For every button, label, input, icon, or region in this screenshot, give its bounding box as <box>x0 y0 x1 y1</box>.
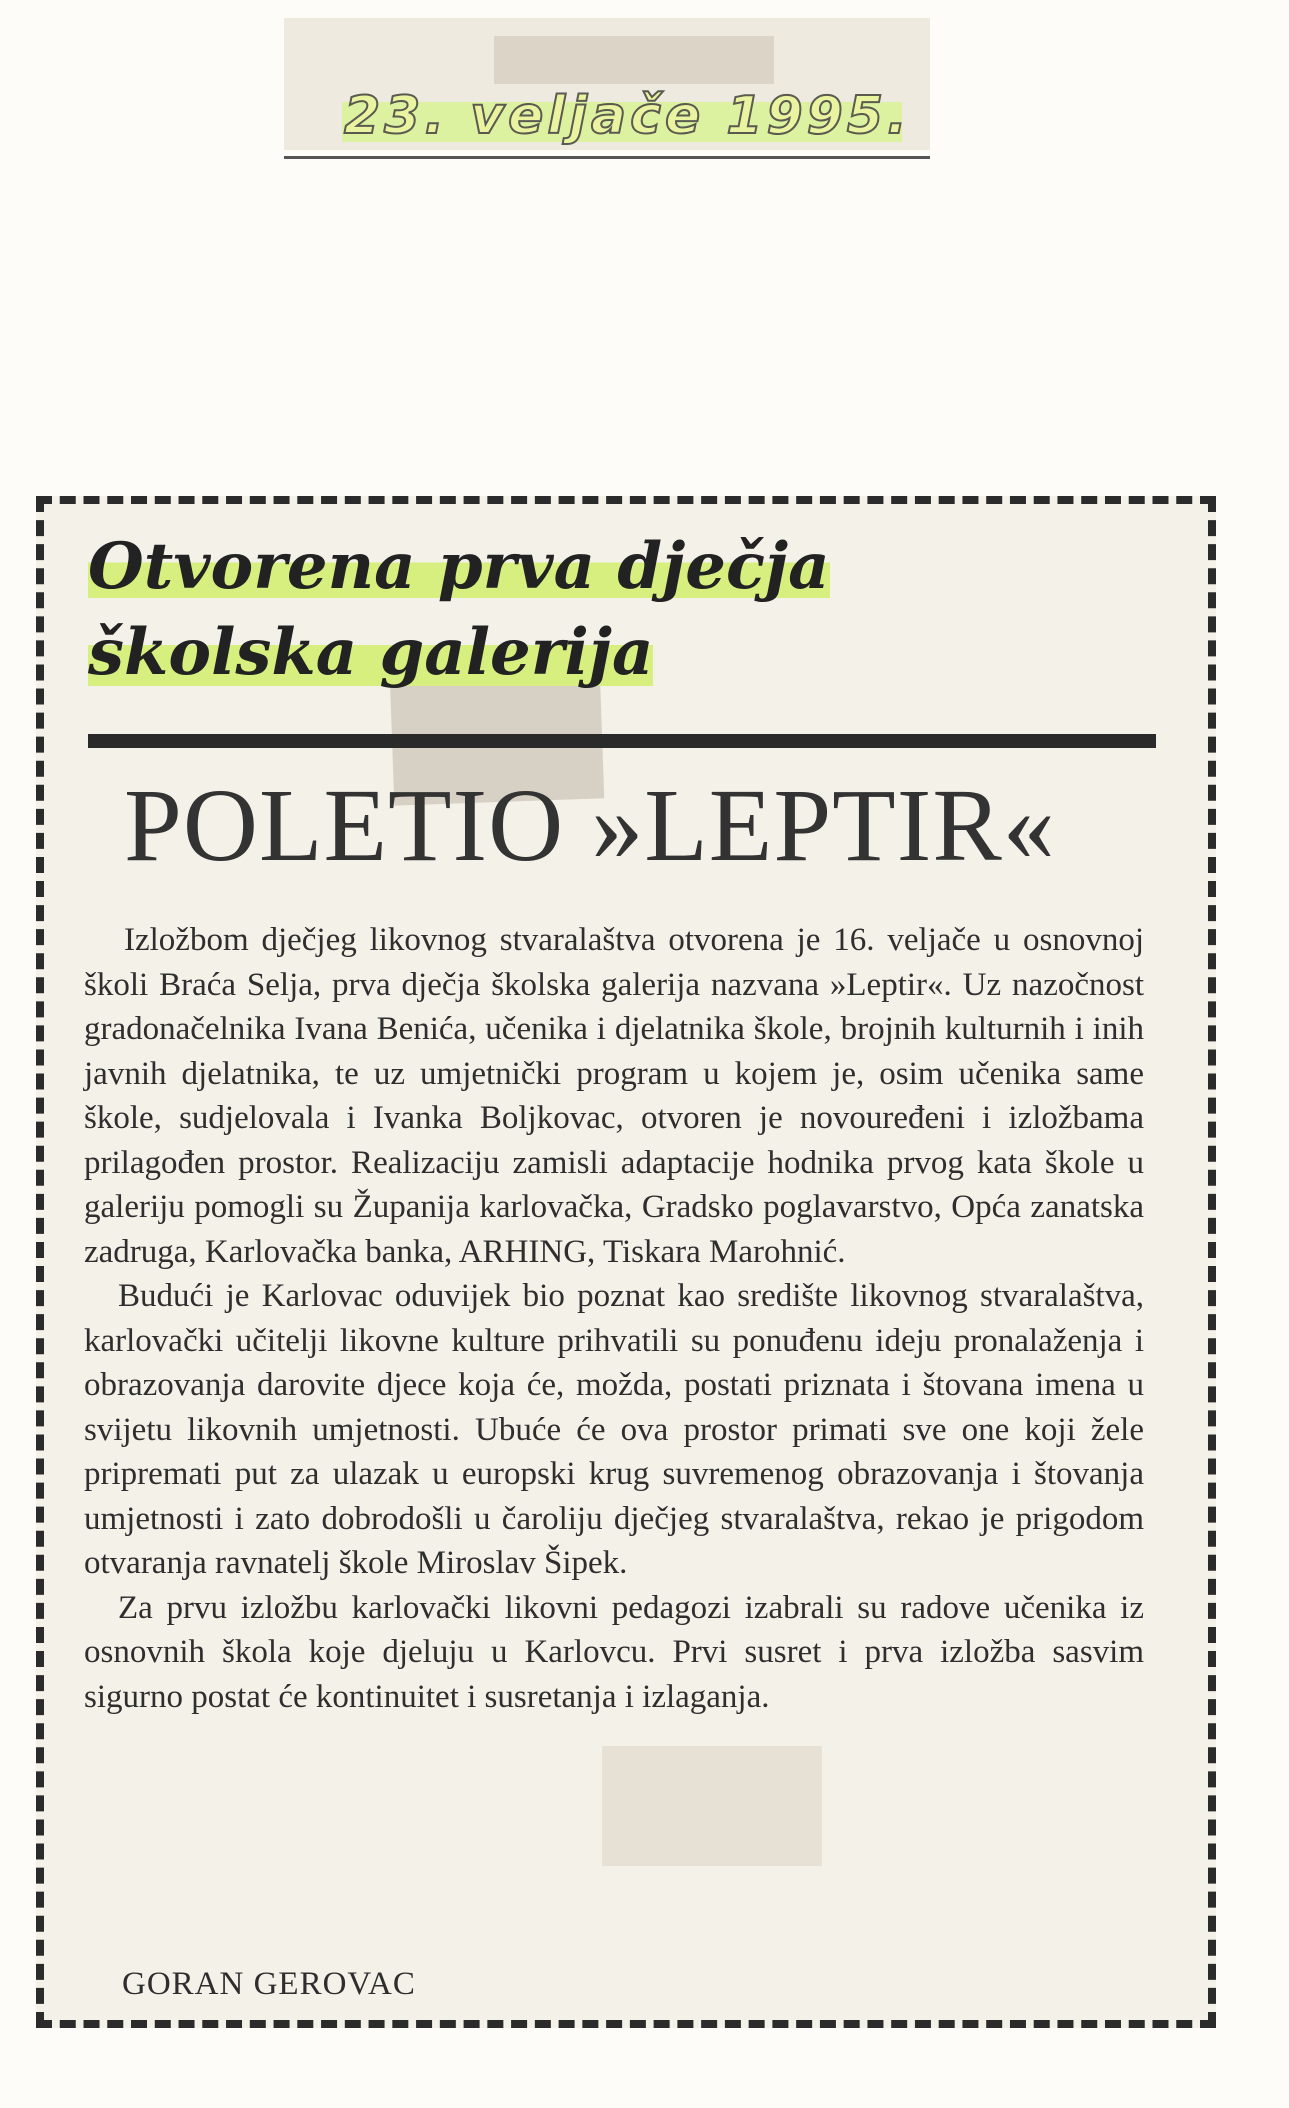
tape-strip-bottom <box>602 1746 822 1866</box>
date-rule <box>284 156 930 159</box>
author-byline: GORAN GEROVAC <box>122 1966 416 2002</box>
paragraph-3: Za prvu izložbu karlovački likovni pedagozi izabrali su radove učenika iz osnovnih škola koje djeluju u Karlovcu. Prvi susret i prva izložba sasvim sigurno postat će kontinuitet i susretanja i izlaganja. <box>84 1589 1144 1715</box>
kicker-line-1: Otvorena prva dječja <box>88 529 830 604</box>
article-body <box>84 918 1144 1719</box>
article-clipping <box>36 496 1216 2028</box>
date-clipping <box>284 18 930 150</box>
kicker <box>88 524 1008 696</box>
tape-strip <box>494 36 774 84</box>
headline-rule <box>88 734 1156 748</box>
publication-date: 23. veljače 1995. <box>344 86 911 146</box>
kicker-line-2: školska galerija <box>88 615 654 690</box>
paragraph-2: Budući je Karlovac oduvijek bio poznat kao središte likovnog stvaralaštva, karlovački učitelji likovne kulture prihvatili su ponuđenu ideju pronalaženja i obrazovanja darovite djece koja će, možda, postati priznata i štovana imena u svijetu likovnih umjetnosti. Ubuće će ova prostor primati sve one koji žele pripremati put za ulazak u europski krug suvremenog obrazovanja i štovanja umjetnosti i zato dobrodošli u čaroliju dječjeg stvaralaštva, rekao je prigodom otvaranja ravnatelj škole Miroslav Šipek. <box>84 1278 1144 1581</box>
paragraph-1: Izložbom dječjeg likovnog stvaralaštva otvorena je 16. veljače u osnovnoj školi Braća Selja, prva dječja školska galerija nazvana »Leptir«. Uz nazočnost gradonačelnika Ivana Benića, učenika i djelatnika škole, brojnih kulturnih i inih javnih djelatnika, te uz umjetnički program u kojem je, osim učenika same škole, sudjelovala i Ivanka Boljkovac, otvoren je novouređeni i izložbama prilagođen prostor. Realizaciju zamisli adaptacije hodnika prvog kata škole u galeriju pomogli su Županija karlovačka, Gradsko poglavarstvo, Opća zanatska zadruga, Karlovačka banka, ARHING, Tiskara Marohnić. <box>84 922 1144 1270</box>
headline: POLETIO »LEPTIR« <box>124 768 1056 883</box>
